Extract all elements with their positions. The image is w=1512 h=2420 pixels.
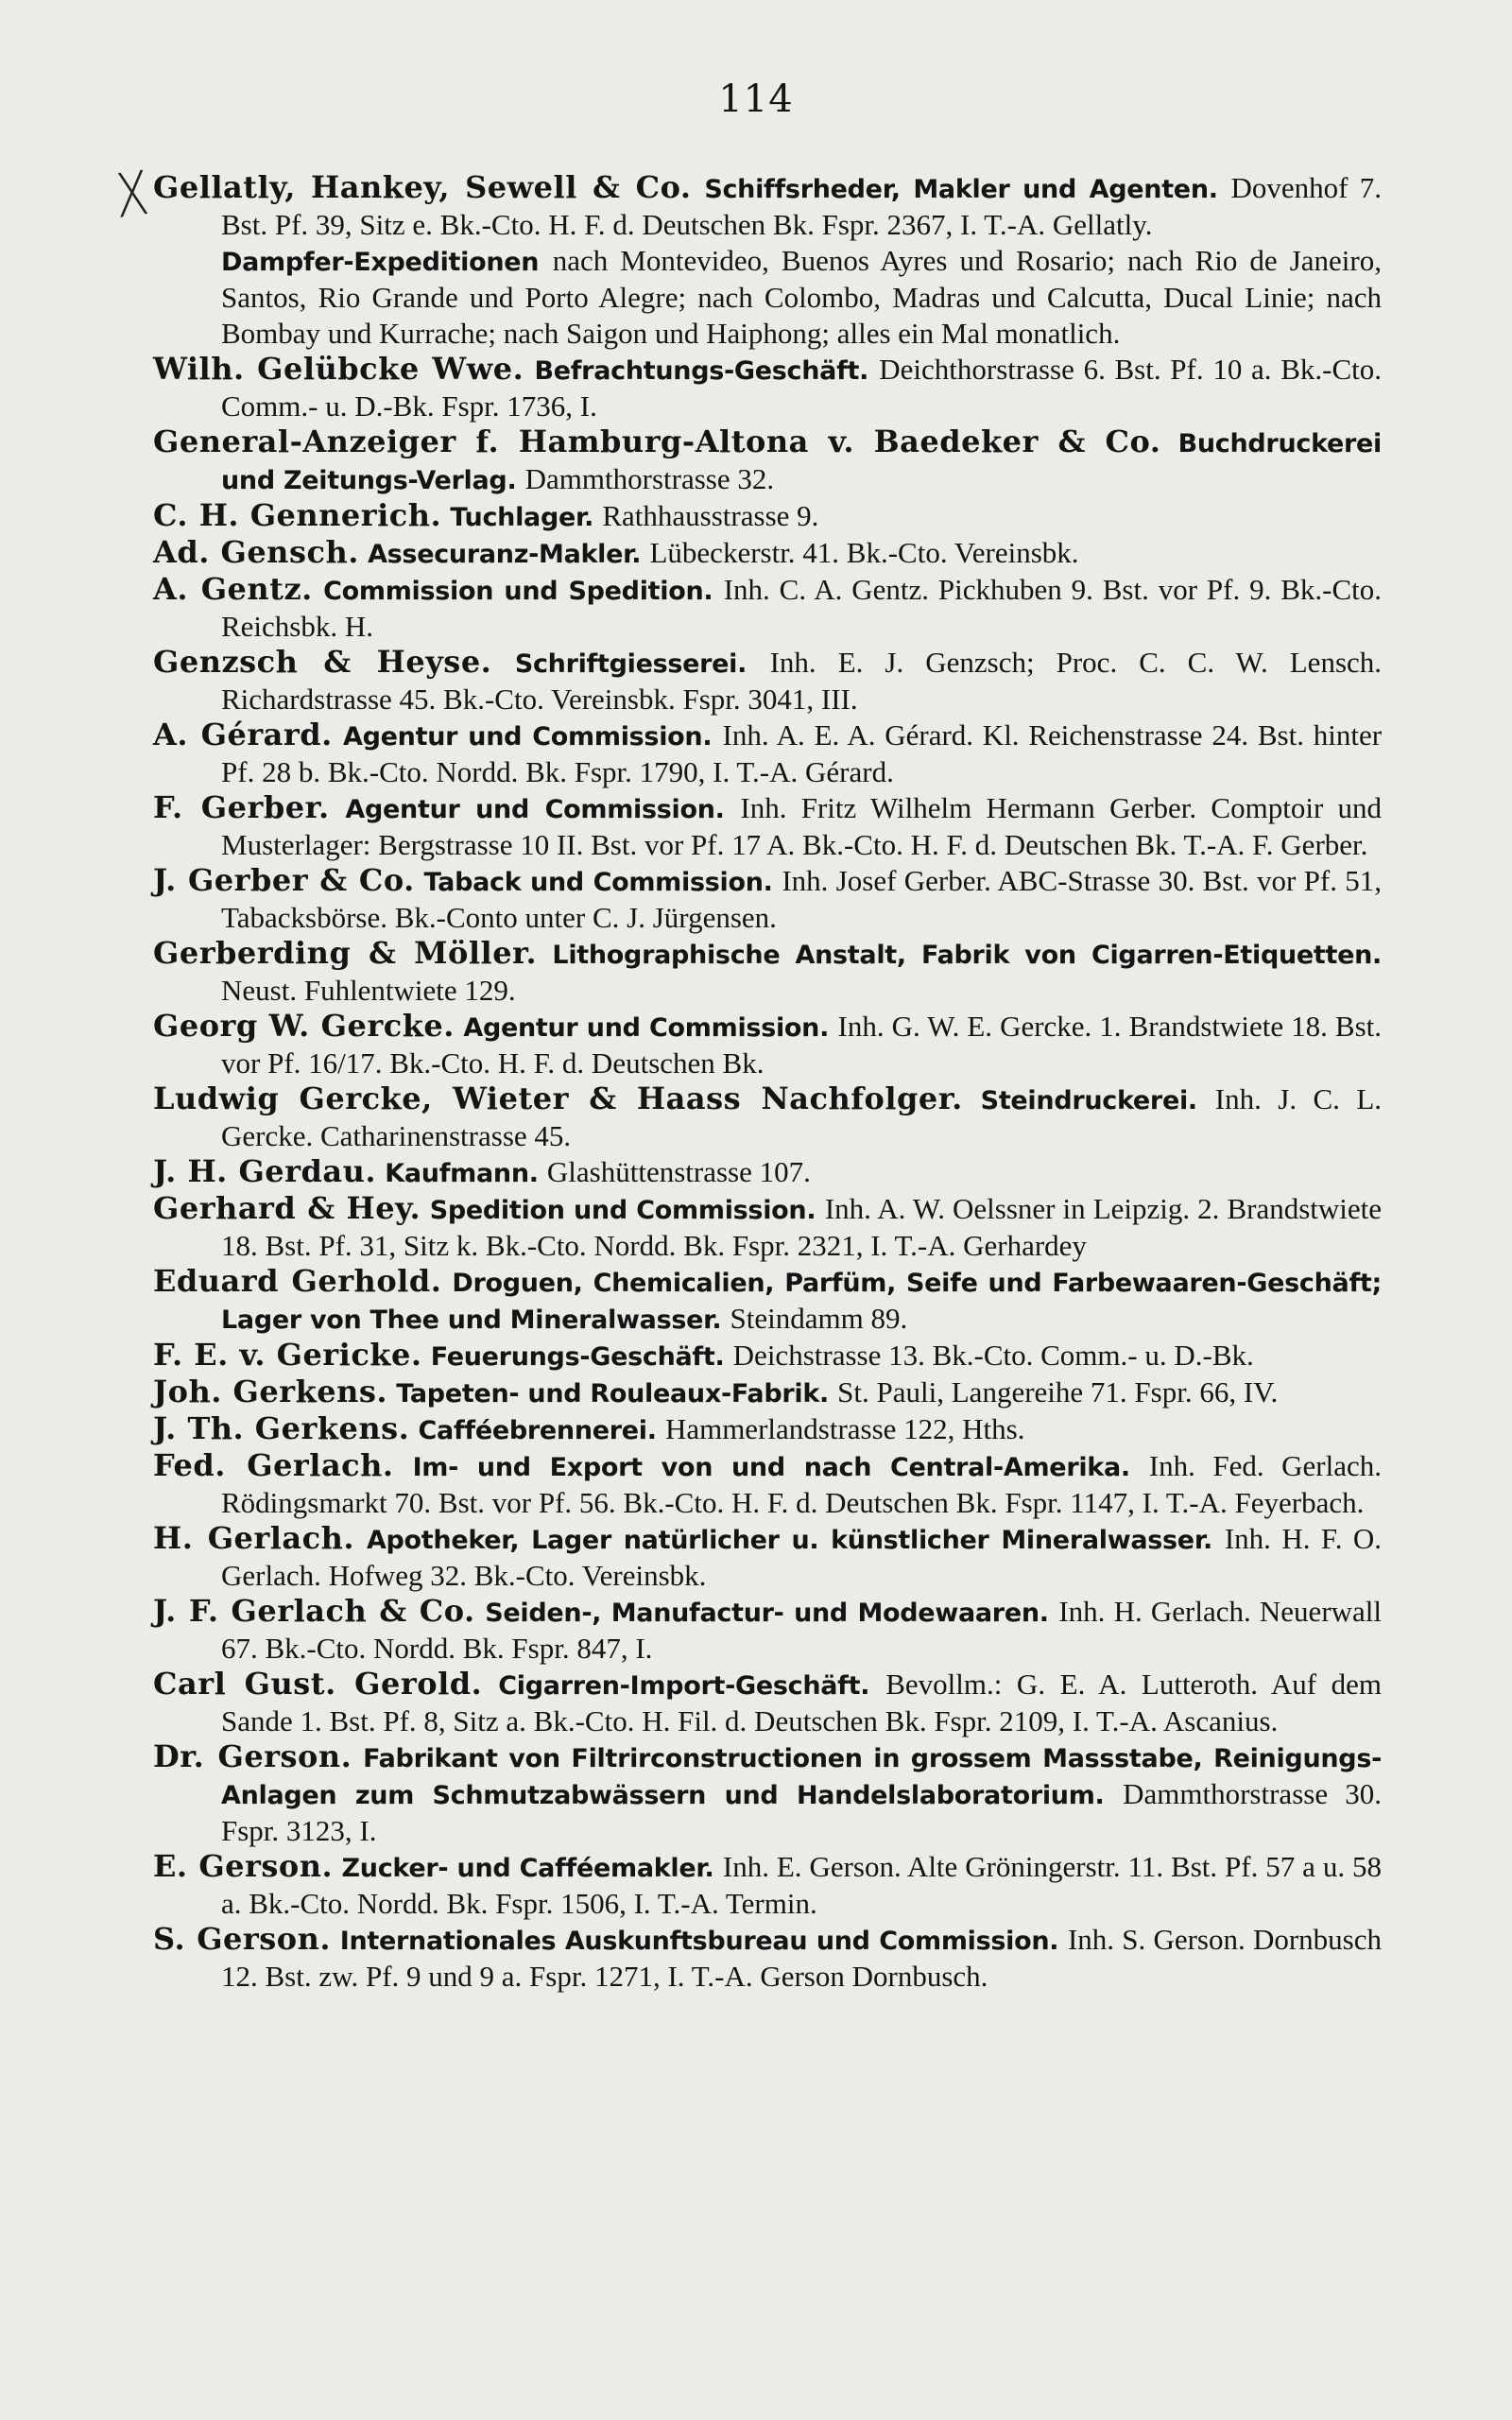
entry-name: Gerhard & Hey. (153, 1190, 421, 1226)
directory-entry (153, 936, 1382, 1009)
entry-trade: Buchdruckerei und Zeitungs-Verlag. (221, 429, 1383, 495)
entry-name: H. Gerlach. (153, 1520, 355, 1556)
entry-name: A. Gentz. (153, 571, 313, 607)
entry-name: S. Gerson. (153, 1921, 332, 1957)
directory-entry (153, 1081, 1382, 1154)
entry-detail: Deichstrasse 13. Bk.-Cto. Comm.- u. D.-Bk. (732, 1339, 1254, 1372)
directory-entry (153, 717, 1382, 790)
entry-name: Eduard Gerhold. (153, 1263, 442, 1299)
entry-detail: Deichthorstrasse 6. Bst. Pf. 10 a. Bk.-Cto. Comm.- u. D.-Bk. Fspr. 1736, I. (221, 353, 1383, 423)
entry-detail: Inh. Fed. Gerlach. Rödingsmarkt 70. Bst. vor Pf. 56. Bk.-Cto. H. F. d. Deutschen Bk. Fspr. 1147, I. T.-A. Feyerbach. (221, 1449, 1383, 1519)
entry-name: F. Gerber. (153, 789, 330, 825)
entry-detail: Inh. E. Gerson. Alte Gröningerstr. 11. Bst. Pf. 57 a u. 58 a. Bk.-Cto. Nordd. Bk. Fspr. 1506, I. T.-A. Termin. (221, 1850, 1382, 1920)
entry-trade: Lithographische Anstalt, Fabrik von Cigarren-Etiquetten. (552, 941, 1383, 970)
directory-entry (153, 863, 1382, 936)
entry-trade: Cigarren-Import-Geschäft. (498, 1671, 870, 1701)
directory-entries (153, 170, 1382, 1995)
entry-name: Ad. Gensch. (153, 534, 359, 570)
directory-entry (153, 170, 1382, 243)
entry-detail: Inh. S. Gerson. Dornbusch 12. Bst. zw. Pf. 9 und 9 a. Fspr. 1271, I. T.-A. Gerson Dornbusch. (221, 1923, 1382, 1993)
entry-trade: Im- und Export von und nach Central-Amerika. (412, 1453, 1130, 1482)
directory-entry (153, 1411, 1382, 1448)
entry-trade: Befrachtungs-Geschäft. (534, 356, 869, 386)
directory-entry (153, 1154, 1382, 1191)
directory-entry (153, 535, 1382, 572)
directory-entry (153, 1338, 1382, 1374)
directory-entry (153, 1667, 1382, 1739)
entry-name: Carl Gust. Gerold. (153, 1666, 483, 1702)
entry-trade: Schriftgiesserei. (514, 649, 747, 679)
directory-entry (153, 1009, 1382, 1081)
entry-trade: Commission und Spedition. (323, 577, 713, 606)
entry-detail: Inh. H. Gerlach. Neuerwall 67. Bk.-Cto. Nordd. Bk. Fspr. 847, I. (221, 1595, 1383, 1665)
entry-trade: Fabrikant von Filtrirconstructionen in grossem Massstabe, Reinigungs-Anlagen zum Schmutzabwässern und Handelslaboratorium. (221, 1744, 1382, 1810)
entry-detail: Dammthorstrasse 30. Fspr. 3123, I. (221, 1777, 1382, 1847)
entry-name: Wilh. Gelübcke Wwe. (153, 351, 524, 387)
directory-entry (153, 1448, 1382, 1521)
entry-detail: Inh. J. C. L. Gercke. Catharinenstrasse 45. (221, 1082, 1383, 1152)
entry-name: Dr. Gerson. (153, 1738, 352, 1774)
entry-detail: Lübeckerstr. 41. Bk.-Cto. Vereinsbk. (649, 536, 1079, 569)
entry-trade: Agentur und Commission. (463, 1013, 830, 1043)
entry-detail: Inh. G. W. E. Gercke. 1. Brandstwiete 18. Bst. vor Pf. 16/17. Bk.-Cto. H. F. d. Deutschen Bk. (221, 1010, 1383, 1080)
directory-entry (153, 424, 1382, 498)
entry-trade: Spedition und Commission. (429, 1196, 816, 1225)
entry-trade: Tuchlager. (450, 503, 594, 532)
entry-name: Genzsch & Heyse. (153, 644, 492, 680)
entry-detail: Hammerlandstrasse 122, Hths. (664, 1412, 1025, 1445)
entry-detail: St. Pauli, Langereihe 71. Fspr. 66, IV. (837, 1375, 1279, 1409)
entry-detail: Glashüttenstrasse 107. (546, 1155, 811, 1188)
entry-name: C. H. Gennerich. (153, 497, 442, 533)
entry-name: Ludwig Gercke, Wieter & Haass Nachfolger. (153, 1080, 963, 1116)
entry-trade: Assecuranz-Makler. (368, 540, 642, 569)
entry-name: J. F. Gerlach & Co. (153, 1593, 475, 1629)
margin-mark: X (112, 158, 152, 233)
entry-detail: Rathhausstrasse 9. (602, 499, 819, 532)
entry-trade: Agentur und Commission. (345, 795, 725, 824)
shipping-routes-heading: Dampfer-Expeditionen (221, 248, 540, 277)
directory-entry (153, 645, 1382, 717)
entry-trade: Taback und Commission. (423, 868, 773, 897)
entry-name: A. Gérard. (153, 717, 333, 752)
directory-entry (153, 1849, 1382, 1922)
entry-trade: Schiffsrheder, Makler und Agenten. (704, 175, 1218, 204)
entry-detail: Inh. Fritz Wilhelm Hermann Gerber. Comptoir und Musterlager: Bergstrasse 10 II. Bst. vor Pf. 17 A. Bk.-Cto. H. F. d. Deutschen Bk. T.-A. F. Gerber. (221, 791, 1383, 861)
entry-trade: Apotheker, Lager natürlicher u. künstlicher Mineralwasser. (366, 1526, 1212, 1555)
directory-entry (153, 1264, 1382, 1338)
entry-detail: Inh. Josef Gerber. ABC-Strasse 30. Bst. vor Pf. 51, Tabacksbörse. Bk.-Conto unter C. J. Jürgensen. (221, 864, 1383, 934)
entry-name: J. H. Gerdau. (153, 1153, 377, 1189)
entry-detail: Steindamm 89. (730, 1302, 908, 1335)
directory-entry (153, 1374, 1382, 1411)
entry-trade: Cafféebrennerei. (418, 1416, 657, 1445)
entry-name: J. Th. Gerkens. (153, 1410, 410, 1446)
entry-detail: Bevollm.: G. E. A. Lutteroth. Auf dem Sande 1. Bst. Pf. 8, Sitz a. Bk.-Cto. H. Fil. d. Deutschen Bk. Fspr. 2109, I. T.-A. Ascanius. (221, 1668, 1383, 1737)
directory-entry (153, 1922, 1382, 1995)
entry-detail: Inh. A. W. Oelssner in Leipzig. 2. Brandstwiete 18. Bst. Pf. 31, Sitz k. Bk.-Cto. Nordd. Bk. Fspr. 2321, I. T.-A. Gerhardey (221, 1192, 1383, 1262)
entry-trade: Zucker- und Cafféemakler. (341, 1854, 714, 1883)
shipping-routes-text: nach Montevideo, Buenos Ayres und Rosario; nach Rio de Janeiro, Santos, Rio Grande und Porto Alegre; nach Colombo, Madras und Calcutta, Ducal Linie; nach Bombay und Kurrache; nach Saigon und Haiphong; alles ein Mal monatlich. (221, 244, 1382, 350)
directory-entry (153, 1594, 1382, 1667)
entry-detail: Inh. C. A. Gentz. Pickhuben 9. Bst. vor Pf. 9. Bk.-Cto. Reichsbk. H. (221, 573, 1383, 643)
entry-trade: Seiden-, Manufactur- und Modewaaren. (485, 1599, 1049, 1628)
entry-detail: Neust. Fuhlentwiete 129. (221, 974, 516, 1007)
directory-entry (153, 1521, 1382, 1594)
entry-detail: Dammthorstrasse 32. (524, 462, 775, 495)
entry-trade: Internationales Auskunftsbureau und Commission. (339, 1927, 1059, 1956)
entry-name: General-Anzeiger f. Hamburg-Altona v. Baedeker & Co. (153, 424, 1161, 459)
entry-detail: Inh. H. F. O. Gerlach. Hofweg 32. Bk.-Cto. Vereinsbk. (221, 1522, 1383, 1592)
entry-detail: Inh. E. J. Genzsch; Proc. C. C. W. Lensch. Richardstrasse 45. Bk.-Cto. Vereinsbk. Fspr. 3041, III. (221, 646, 1383, 716)
entry-name: Gellatly, Hankey, Sewell & Co. (153, 169, 692, 205)
entry-name: Fed. Gerlach. (153, 1447, 394, 1483)
directory-entry (153, 352, 1382, 424)
directory-entry (153, 790, 1382, 863)
entry-trade: Kaufmann. (385, 1159, 539, 1188)
entry-trade: Tapeten- und Rouleaux-Fabrik. (396, 1379, 829, 1409)
directory-entry (153, 1191, 1382, 1264)
entry-detail: Inh. A. E. A. Gérard. Kl. Reichenstrasse 24. Bst. hinter Pf. 28 b. Bk.-Cto. Nordd. Bk. Fspr. 1790, I. T.-A. Gérard. (221, 718, 1383, 788)
entry-name: Joh. Gerkens. (153, 1374, 388, 1409)
shipping-routes (153, 243, 1382, 352)
entry-name: J. Gerber & Co. (153, 862, 415, 898)
entry-name: Georg W. Gercke. (153, 1008, 455, 1044)
entry-trade: Agentur und Commission. (343, 722, 713, 752)
entry-name: F. E. v. Gericke. (153, 1337, 422, 1373)
directory-entry (153, 1739, 1382, 1849)
directory-entry (153, 498, 1382, 535)
entry-trade: Feuerungs-Geschäft. (430, 1342, 725, 1372)
entry-name: Gerberding & Möller. (153, 935, 538, 971)
entry-name: E. Gerson. (153, 1848, 334, 1884)
entry-trade: Steindruckerei. (980, 1086, 1197, 1115)
directory-entry (153, 572, 1382, 645)
entry-trade: Droguen, Chemicalien, Parfüm, Seife und Farbewaaren-Geschäft; Lager von Thee und Mineralwasser. (221, 1269, 1382, 1335)
entry-detail: Dovenhof 7. Bst. Pf. 39, Sitz e. Bk.-Cto. H. F. d. Deutschen Bk. Fspr. 2367, I. T.-A. Gellatly. (221, 171, 1383, 241)
page-number: 114 (718, 78, 794, 121)
